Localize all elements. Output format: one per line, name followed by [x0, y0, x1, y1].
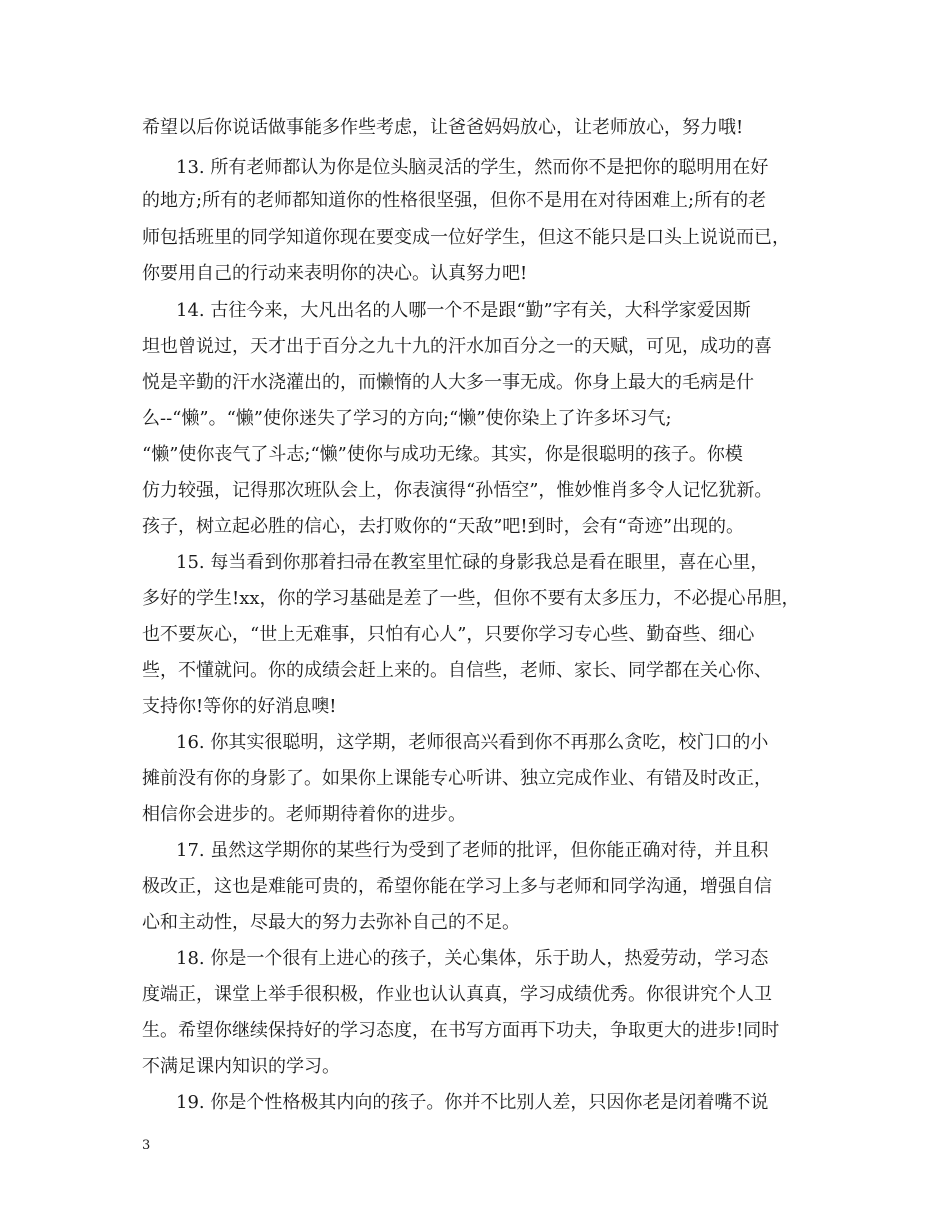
page-number: 3 [142, 1138, 151, 1153]
text-line: 希望以后你说话做事能多作些考虑，让爸爸妈妈放心，让老师放心，努力哦! [142, 117, 744, 138]
text-line: 支持你!等你的好消息噢! [142, 696, 337, 717]
text-line: 孩子，树立起必胜的信心，去打败你的“天敌”吧!到时，会有“奇迹”出现的。 [142, 516, 745, 537]
text-line: 师包括班里的同学知道你现在要变成一位好学生，但这不能只是口头上说说而已， [142, 227, 790, 248]
text-line: 14. 古往今来，大凡出名的人哪一个不是跟“勤”字有关，大科学家爱因斯 [176, 300, 751, 321]
text-line: 16. 你其实很聪明，这学期，老师很高兴看到你不再那么贪吃，校门口的小 [176, 732, 769, 753]
text-line: 的地方;所有的老师都知道你的性格很坚强，但你不是用在对待困难上;所有的老 [142, 190, 767, 211]
text-line: 也不要灰心，“世上无难事，只怕有心人”，只要你学习专心些、勤奋些、细心 [142, 624, 755, 645]
text-line: 度端正，课堂上举手很积极，作业也认认真真，学习成绩优秀。你很讲究个人卫 [142, 984, 772, 1005]
text-line: 些，不懂就问。你的成绩会赶上来的。自信些，老师、家长、同学都在关心你、 [142, 660, 772, 681]
text-line: 不满足课内知识的学习。 [142, 1056, 340, 1077]
text-line: “懒”使你丧气了斗志;“懒”使你与成功无缘。其实，你是很聪明的孩子。你模 [142, 444, 743, 465]
text-line: 仿力较强，记得那次班队会上，你表演得“孙悟空”，惟妙惟肖多令人记忆犹新。 [142, 480, 773, 501]
text-line: 极改正，这也是难能可贵的，希望你能在学习上多与老师和同学沟通，增强自信 [142, 876, 772, 897]
text-line: 生。希望你继续保持好的学习态度，在书写方面再下功夫，争取更大的进步!同时 [142, 1020, 780, 1041]
text-line: 悦是辛勤的汗水浇灌出的，而懒惰的人大多一事无成。你身上最大的毛病是什 [142, 372, 754, 393]
text-line: 13. 所有老师都认为你是位头脑灵活的学生，然而你不是把你的聪明用在好 [176, 157, 769, 178]
text-line: 坦也曾说过，天才出于百分之九十九的汗水加百分之一的天赋，可见，成功的喜 [142, 336, 772, 357]
text-line: 心和主动性，尽最大的努力去弥补自己的不足。 [142, 912, 520, 933]
text-line: 多好的学生!xx，你的学习基础是差了一些，但你不要有太多压力，不必提心吊胆， [142, 588, 800, 609]
text-line: 17. 虽然这学期你的某些行为受到了老师的批评，但你能正确对待，并且积 [176, 840, 769, 861]
text-line: 么--“懒”。“懒”使你迷失了学习的方向;“懒”使你染上了许多坏习气; [142, 408, 672, 429]
text-line: 你要用自己的行动来表明你的决心。认真努力吧! [142, 263, 528, 284]
text-line: 15. 每当看到你那着扫帚在教室里忙碌的身影我总是看在眼里，喜在心里， [176, 552, 769, 573]
text-line: 相信你会进步的。老师期待着你的进步。 [142, 804, 466, 825]
text-line: 摊前没有你的身影了。如果你上课能专心听讲、独立完成作业、有错及时改正， [142, 768, 772, 789]
text-line: 18. 你是一个很有上进心的孩子，关心集体，乐于助人，热爱劳动，学习态 [176, 948, 769, 969]
text-line: 19. 你是个性格极其内向的孩子。你并不比别人差，只因你老是闭着嘴不说 [176, 1092, 769, 1113]
